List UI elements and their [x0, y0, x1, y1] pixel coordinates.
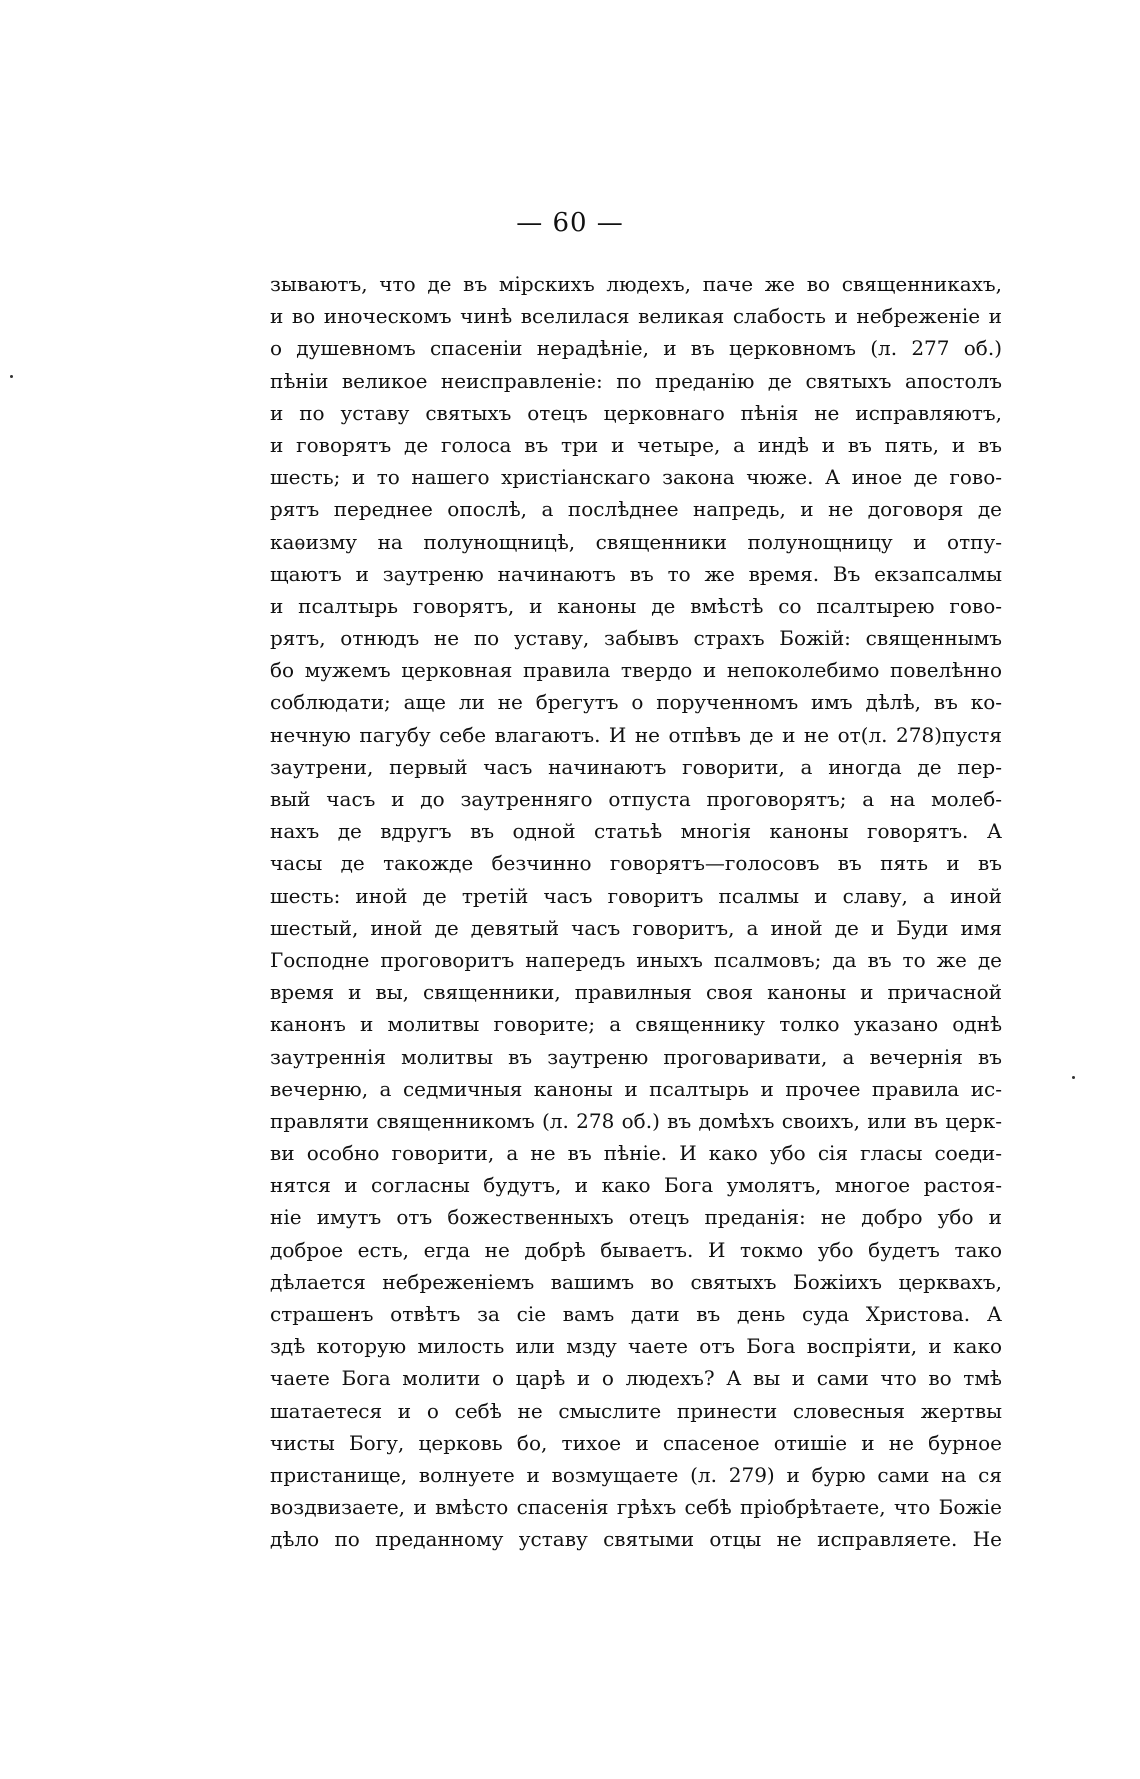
text-line: ви особно говорити, а не въ пѣніе. И како убо сія гласы соеди-: [270, 1141, 1002, 1166]
text-line: канонъ и молитвы говорите; а священнику толко указано однѣ: [270, 1012, 1002, 1037]
text-line: вечерню, а седмичныя каноны и псалтырь и прочее правила ис-: [270, 1076, 1002, 1101]
text-line: шесть; и то нашего христіанскаго закона чюже. А иное де гово-: [270, 465, 1002, 490]
text-line: бо мужемъ церковная правила твердо и непоколебимо повелѣнно: [270, 658, 1002, 683]
text-line: зываютъ, что де въ мірскихъ людехъ, паче же во священникахъ,: [270, 272, 1002, 296]
text-line: пѣніи великое неисправленіе: по преданію де святыхъ апостолъ: [270, 368, 1002, 393]
text-line: нахъ де вдругъ въ одной статьѣ многія каноны говорятъ. А: [270, 819, 1002, 844]
text-line: заутреннія молитвы въ заутреню проговаривати, а вечернія въ: [270, 1044, 1002, 1069]
text-line: каѳизму на полунощницѣ, священники полунощницу и отпу-: [270, 529, 1002, 554]
text-line: дѣло по преданному уставу святыми отцы не исправляете. Не: [270, 1527, 1002, 1552]
text-line: время и вы, священники, правилныя своя каноны и причасной: [270, 980, 1002, 1005]
scan-speck: [1072, 1076, 1075, 1079]
text-line: рятъ, отнюдъ не по уставу, забывъ страхъ Божій: священнымъ: [270, 626, 1002, 651]
text-line: ніе имутъ отъ божественныхъ отецъ преданія: не добро убо и: [270, 1205, 1002, 1230]
scan-speck: [10, 375, 13, 378]
text-line: шатаетеся и о себѣ не смыслите принести словесныя жертвы: [270, 1398, 1002, 1423]
text-line: Господне проговоритъ напередъ иныхъ псалмовъ; да въ то же де: [270, 947, 1002, 972]
text-line: шестый, иной де девятый часъ говоритъ, а иной де и Буди имя: [270, 915, 1002, 940]
text-line: и во иноческомъ чинѣ вселилася великая слабость и небреженіе и: [270, 304, 1002, 329]
text-line: соблюдати; аще ли не брегутъ о порученномъ имъ дѣлѣ, въ ко-: [270, 690, 1002, 715]
text-line: шесть: иной де третій часъ говоритъ псалмы и славу, а иной: [270, 883, 1002, 908]
text-line: правляти священникомъ (л. 278 об.) въ домѣхъ своихъ, или въ церк-: [270, 1108, 1002, 1133]
text-line: доброе есть, егда не добрѣ бываетъ. И токмо убо будетъ тако: [270, 1237, 1002, 1262]
page-number: — 60 —: [516, 208, 624, 238]
text-line: страшенъ отвѣтъ за сіе вамъ дати въ день суда Христова. А: [270, 1302, 1002, 1326]
text-line: и псалтырь говорятъ, и каноны де вмѣстѣ со псалтырею гово-: [270, 593, 1002, 618]
text-line: часы де такожде безчинно говорятъ—голосовъ въ пять и въ: [270, 851, 1002, 876]
text-line: чисты Богу, церковь бо, тихое и спасеное отишіе и не бурное: [270, 1430, 1002, 1455]
text-line: о душевномъ спасеніи нерадѣніе, и въ церковномъ (л. 277 об.): [270, 336, 1002, 361]
text-line: воздвизаете, и вмѣсто спасенія грѣхъ себѣ пріобрѣтаете, что Божіе: [270, 1495, 1002, 1520]
text-line: дѣлается небреженіемъ вашимъ во святыхъ Божіихъ церквахъ,: [270, 1269, 1002, 1294]
text-line: и по уставу святыхъ отецъ церковнаго пѣнія не исправляютъ,: [270, 400, 1002, 425]
text-line: щаютъ и заутреню начинаютъ въ то же время. Въ екзапсалмы: [270, 561, 1002, 586]
text-line: заутрени, первый часъ начинаютъ говорити, а иногда де пер-: [270, 754, 1002, 779]
text-line: нятся и согласны будутъ, и како Бога умолятъ, многое растоя-: [270, 1173, 1002, 1198]
text-line: вый часъ и до заутренняго отпуста проговорятъ; а на молеб-: [270, 787, 1002, 811]
text-line: здѣ которую милость или мзду чаете отъ Бога воспріяти, и како: [270, 1334, 1002, 1359]
text-line: пристанище, волнуете и возмущаете (л. 279) и бурю сами на ся: [270, 1462, 1002, 1487]
text-line: рятъ переднее опослѣ, а послѣднее напредь, и не договоря де: [270, 497, 1002, 522]
main-text-block: [270, 268, 1002, 1556]
text-line: нечную пагубу себе влагаютъ. И не отпѣвъ де и не от(л. 278)пустя: [270, 722, 1002, 747]
text-line: чаете Бога молити о царѣ и о людехъ? А вы и сами что во тмѣ: [270, 1366, 1002, 1391]
text-line: и говорятъ де голоса въ три и четыре, а индѣ и въ пять, и въ: [270, 432, 1002, 457]
